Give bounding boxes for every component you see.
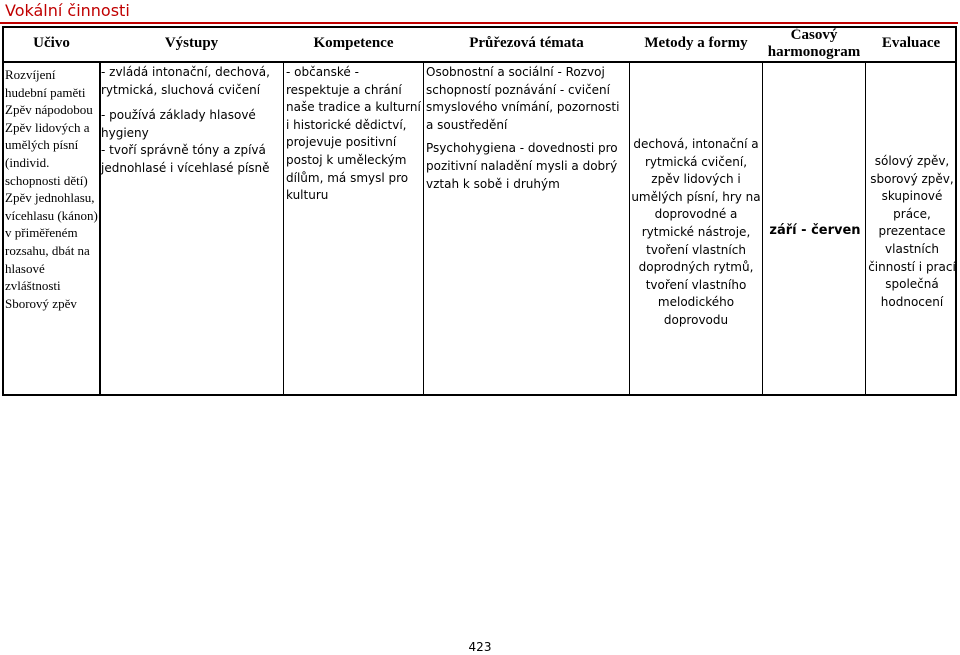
ucivo-item: Zpěv nápodobou xyxy=(5,102,93,118)
column-divider-6 xyxy=(865,61,866,396)
header-evaluace: Evaluace xyxy=(881,35,941,51)
cell-metody-a-formy xyxy=(631,136,761,330)
ucivo-item: Zpěv lidových a umělých písní (individ. schopnosti dětí) xyxy=(5,119,90,188)
header-ucivo: Učivo xyxy=(33,35,70,51)
cell-casovy-harmonogram xyxy=(765,222,865,240)
prurezove-tema: Osobnostní a sociální - Rozvoj schopností poznávání - cvičení smyslového vnímání, pozornosti a soustředění xyxy=(426,65,620,132)
cell-evaluace xyxy=(868,153,956,311)
column-divider-5 xyxy=(762,61,763,396)
kompetence-text: - občanské - respektuje a chrání naše tradice a kulturní i historické dědictví, projevuje positivní postoj k uměleckým dílům, má smysl pro kulturu xyxy=(286,65,421,203)
page-title: Vokální činnosti xyxy=(5,1,130,20)
header-kompetence: Kompetence xyxy=(313,35,394,51)
column-divider-2 xyxy=(283,61,284,396)
cell-vystupy xyxy=(101,64,281,178)
header-prurezova-temata: Průřezová témata xyxy=(469,35,584,51)
header-casovy-harmonogram: Časový harmonogram xyxy=(767,26,861,60)
column-divider-4 xyxy=(629,61,630,396)
vystup-item: - používá základy hlasové hygieny xyxy=(101,108,256,140)
ucivo-item: Rozvíjení hudební paměti xyxy=(5,67,86,100)
metody-text: dechová, intonační a rytmická cvičení, zpěv lidových i umělých písní, hry na doprovodné a rytmické nástroje, tvoření vlastních doprodných rytmů, tvoření vlastního melodického doprovodu xyxy=(631,137,761,327)
ucivo-item: Zpěv jednohlasu, vícehlasu (kánon) v přiměřeném rozsahu, dbát na hlasové zvláštnosti xyxy=(5,190,98,294)
cell-kompetence xyxy=(286,64,421,205)
evaluace-text: sólový zpěv, sborový zpěv, skupinové práce, prezentace vlastních činností i prací společná hodnocení xyxy=(868,154,956,309)
title-rule xyxy=(0,22,958,24)
casovy-text: září - červen xyxy=(769,223,861,238)
column-divider-3 xyxy=(423,61,424,396)
prurezove-tema: Psychohygiena - dovednosti pro pozitivní naladění mysli a dobrý vztah k sobě i druhým xyxy=(426,141,618,191)
header-metody-a-formy: Metody a formy xyxy=(644,35,748,51)
vystup-item: - tvoří správně tóny a zpívá jednohlasé i vícehlasé písně xyxy=(101,143,270,175)
cell-ucivo xyxy=(5,66,100,312)
page-number: 423 xyxy=(468,640,492,654)
header-vystupy: Výstupy xyxy=(164,35,219,51)
cell-prurezova-temata xyxy=(426,64,626,193)
ucivo-item: Sborový zpěv xyxy=(5,295,77,311)
vystup-item: - zvládá intonační, dechová, rytmická, sluchová cvičení xyxy=(101,65,270,97)
header-divider xyxy=(2,61,957,63)
